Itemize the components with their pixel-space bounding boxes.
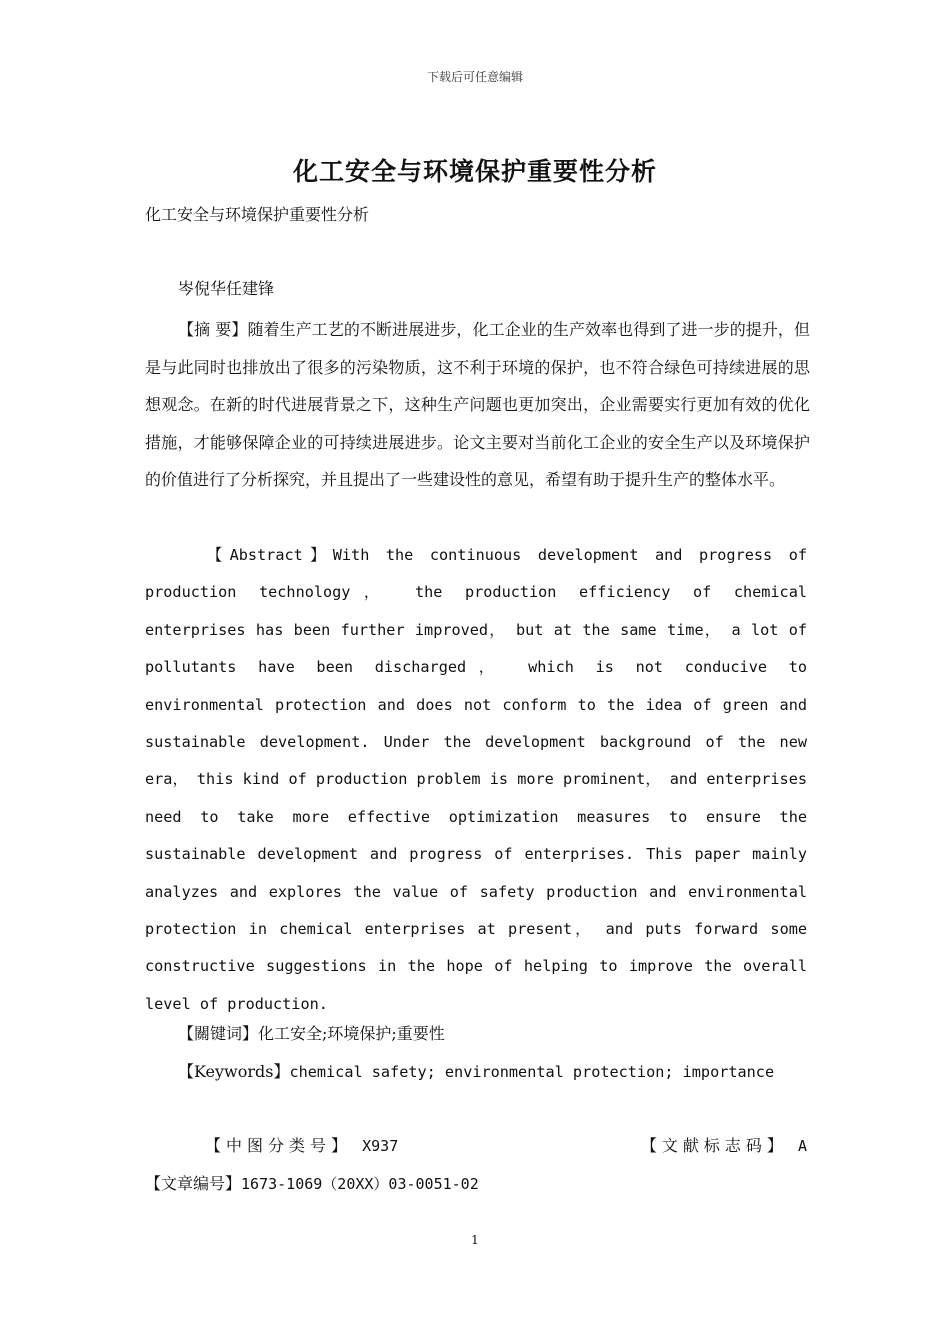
- abstract-cn-label: 【摘 要】: [178, 320, 248, 339]
- keywords-en-label: 【Keywords】: [178, 1062, 290, 1081]
- page-number: 1: [471, 1233, 479, 1247]
- classification-value: X937: [362, 1137, 399, 1155]
- document-code-label: 【文献标志码】: [640, 1136, 788, 1155]
- abstract-cn-text: 随着生产工艺的不断进展进步，化工企业的生产效率也得到了进一步的提升，但是与此同时也排放出了很多的污染物质，这不利于环境的保护，也不符合绿色可持续进展的思想观念。在新的时代进展背景之下，这种生产问题也更加突出，企业需要实行更加有效的优化措施，才能够保障企业的可持续进展进步。论文主要对当前化工企业的安全生产以及环境保护的价值进行了分析探究，并且提出了一些建设性的意见，希望有助于提升生产的整体水平。: [145, 320, 810, 489]
- page-title: 化工安全与环境保护重要性分析: [292, 157, 657, 186]
- abstract-en: [145, 537, 807, 1023]
- keywords-cn-text: 化工安全;环境保护;重要性: [258, 1024, 445, 1043]
- header-note: 下载后可任意编辑: [426, 70, 523, 84]
- document-code-value: A: [797, 1137, 807, 1155]
- article-number-label: 【文章编号】: [145, 1174, 242, 1193]
- keywords-en: [178, 1059, 774, 1082]
- article-number-value: 1673-1069（20XX）03-0051-02: [241, 1175, 479, 1193]
- article-number: [145, 1171, 479, 1194]
- classification-label: 【中图分类号】: [205, 1136, 353, 1155]
- authors: 岑倪华任建锋: [178, 279, 275, 298]
- keywords-cn-label: 【關键词】: [178, 1024, 259, 1043]
- subtitle: 化工安全与环境保护重要性分析: [145, 205, 370, 224]
- document-code: [641, 1133, 807, 1156]
- abstract-cn: [145, 311, 810, 499]
- keywords-en-text: chemical safety; environmental protection; importance: [289, 1063, 775, 1081]
- abstract-en-label: 【Abstract】: [207, 546, 333, 564]
- keywords-cn: [178, 1021, 445, 1044]
- classification-number: [205, 1133, 398, 1156]
- abstract-en-text: With the continuous development and progress of production technology， the production efficiency of chemical enterprises has been further improved， but at the same time， a lot of pollutants have been discharged， which is not conducive to environmental protection and does not conform to the idea of green and sustainable development. Under the development background of the new era， this kind of production problem is more prominent， and enterprises need to take more effective optimization measures to ensure the sustainable development and progress of enterprises. This paper mainly analyzes and explores the value of safety production and environmental protection in chemical enterprises at present， and puts forward some constructive suggestions in the hope of helping to improve the overall level of production.: [145, 546, 807, 1013]
